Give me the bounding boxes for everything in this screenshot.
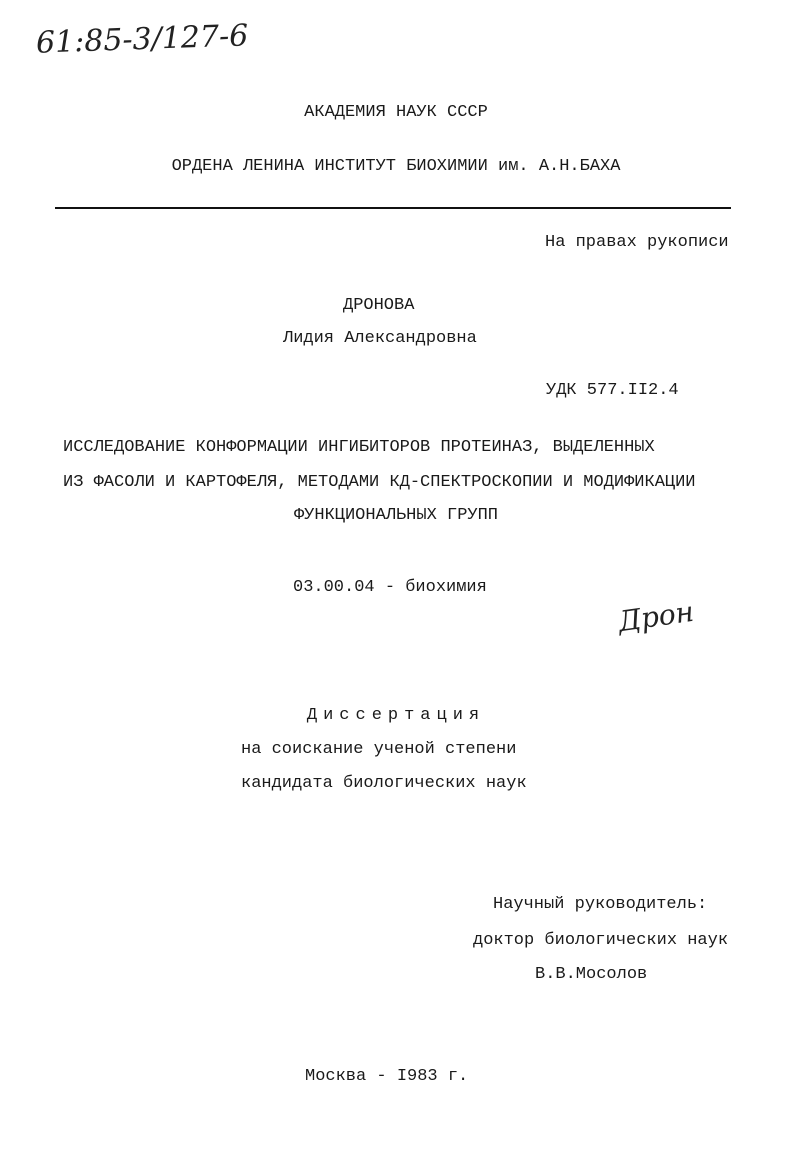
rights-note: На правах рукописи (545, 233, 729, 252)
title-line: ИССЛЕДОВАНИЕ КОНФОРМАЦИИ ИНГИБИТОРОВ ПРОТЕИНАЗ, ВЫДЕЛЕННЫХ (63, 438, 655, 457)
title-line: ФУНКЦИОНАЛЬНЫХ ГРУПП (293, 506, 499, 525)
title-line: ИЗ ФАСОЛИ И КАРТОФЕЛЯ, МЕТОДАМИ КД-СПЕКТРОСКОПИИ И МОДИФИКАЦИИ (63, 473, 696, 492)
supervisor-name: В.В.Мосолов (535, 965, 648, 984)
author-name: Лидия Александровна (283, 329, 477, 348)
dissertation-line: кандидата биологических наук (241, 774, 527, 793)
specialty-code: 03.00.04 - биохимия (293, 578, 487, 597)
place-year: Москва - I983 г. (305, 1067, 469, 1086)
institute-name: ОРДЕНА ЛЕНИНА ИНСТИТУТ БИОХИМИИ им. А.Н.БАХА (171, 157, 621, 176)
signature: Дрон (616, 594, 696, 639)
dissertation-line: на соискание ученой степени (241, 740, 517, 759)
academy-name: АКАДЕМИЯ НАУК СССР (304, 103, 488, 122)
header-divider (55, 207, 731, 209)
udc-code: УДК 577.II2.4 (546, 381, 679, 400)
author-surname: ДРОНОВА (343, 296, 415, 315)
dissertation-heading: Диссертация (306, 706, 486, 725)
supervisor-degree: доктор биологических наук (473, 931, 729, 950)
supervisor-label: Научный руководитель: (493, 895, 708, 914)
archive-code-handwritten: 61:85-3/127-6 (35, 18, 249, 61)
